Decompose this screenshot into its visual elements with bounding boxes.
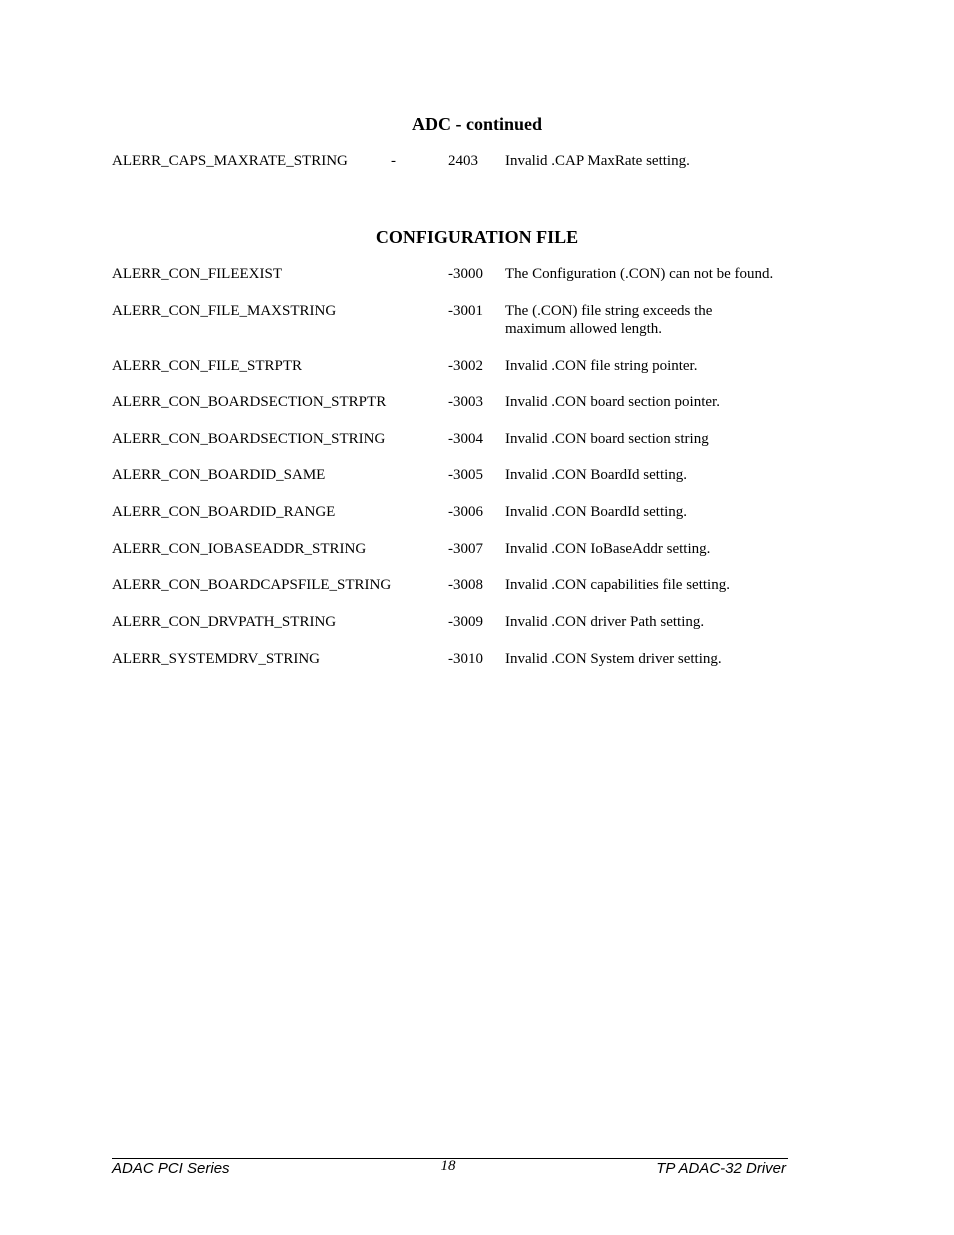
error-code: -3003	[448, 394, 483, 410]
footer-series-title: ADAC PCI Series	[112, 1160, 230, 1177]
error-description: Invalid .CON System driver setting.	[505, 651, 722, 667]
error-name: ALERR_CON_FILE_MAXSTRING	[112, 303, 337, 319]
error-code: -3005	[448, 467, 483, 483]
error-name: ALERR_SYSTEMDRV_STRING	[112, 651, 320, 667]
error-name: ALERR_CON_BOARDCAPSFILE_STRING	[112, 577, 392, 593]
error-description: Invalid .CON board section string	[505, 431, 709, 447]
error-description: Invalid .CON BoardId setting.	[505, 467, 688, 483]
error-code: -3006	[448, 504, 483, 520]
error-code: -3002	[448, 358, 483, 374]
error-name: ALERR_CON_BOARDSECTION_STRING	[112, 431, 386, 447]
error-name: ALERR_CON_DRVPATH_STRING	[112, 614, 337, 630]
error-code: -3004	[448, 431, 483, 447]
error-description: Invalid .CON BoardId setting.	[505, 504, 688, 520]
error-description: The (.CON) file string exceeds the maximum allowed length.	[505, 303, 713, 337]
error-name: ALERR_CAPS_MAXRATE_STRING	[112, 153, 348, 169]
error-name: ALERR_CON_BOARDSECTION_STRPTR	[112, 394, 387, 410]
error-description: Invalid .CON driver Path setting.	[505, 614, 705, 630]
error-name: ALERR_CON_BOARDID_RANGE	[112, 504, 336, 520]
footer-page-number: 18	[440, 1158, 456, 1174]
error-description: Invalid .CON IoBaseAddr setting.	[505, 541, 711, 557]
error-name: ALERR_CON_FILEEXIST	[112, 266, 282, 282]
section-heading-config: CONFIGURATION FILE	[375, 227, 579, 247]
error-name: ALERR_CON_FILE_STRPTR	[112, 358, 303, 374]
error-description: Invalid .CON capabilities file setting.	[505, 577, 730, 593]
section-heading-adc: ADC - continued	[411, 114, 542, 134]
error-name: ALERR_CON_BOARDID_SAME	[112, 467, 326, 483]
error-name: ALERR_CON_IOBASEADDR_STRING	[112, 541, 367, 557]
error-code: -3009	[448, 614, 483, 630]
error-code: -3008	[448, 577, 483, 593]
error-description: The Configuration (.CON) can not be found.	[505, 266, 774, 282]
error-code: 2403	[448, 153, 478, 169]
error-dash: -	[391, 153, 396, 169]
footer-driver-title: TP ADAC-32 Driver	[656, 1160, 786, 1177]
error-description: Invalid .CON file string pointer.	[505, 358, 698, 374]
error-code: -3001	[448, 303, 483, 319]
error-code: -3000	[448, 266, 483, 282]
error-description: Invalid .CAP MaxRate setting.	[505, 153, 690, 169]
error-description: Invalid .CON board section pointer.	[505, 394, 720, 410]
error-code: -3010	[448, 651, 483, 667]
error-code: -3007	[448, 541, 483, 557]
